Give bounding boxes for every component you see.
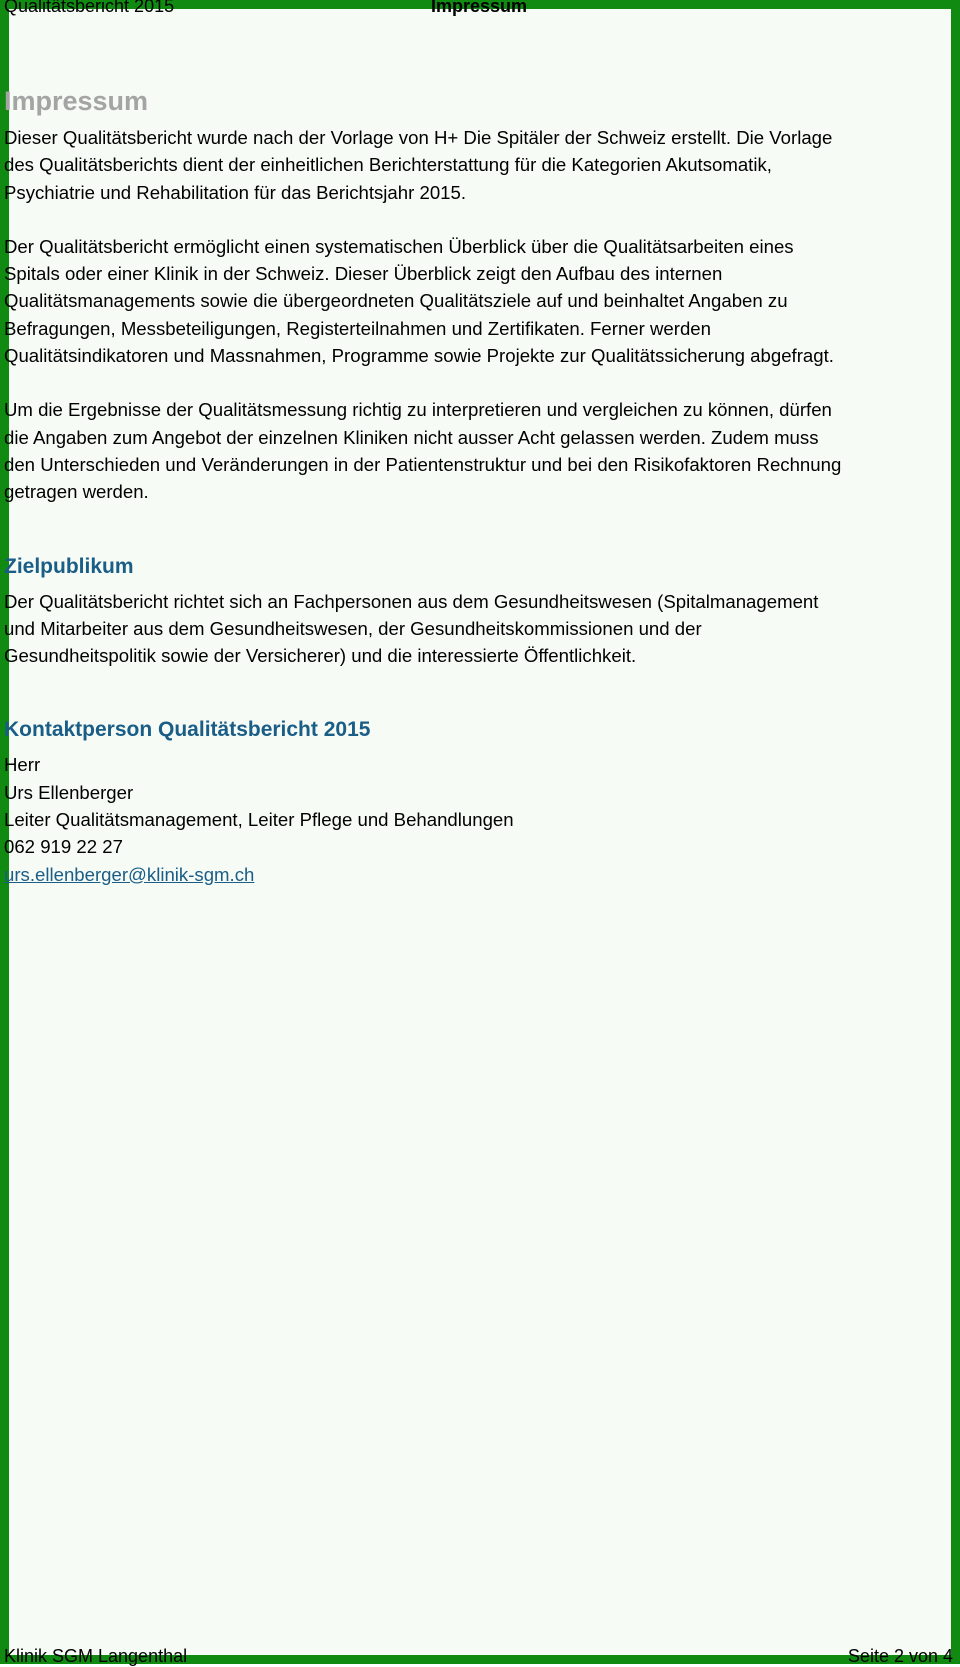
contact-email-link[interactable]: urs.ellenberger@klinik-sgm.ch bbox=[4, 863, 255, 885]
spacer bbox=[4, 506, 954, 554]
contact-phone: 062 919 22 27 bbox=[4, 836, 123, 858]
header-section-title: Impressum bbox=[431, 0, 528, 16]
document-page bbox=[4, 0, 953, 1666]
footer-page-number: Seite 2 von 4 bbox=[847, 1646, 953, 1666]
intro-paragraph-2: Der Qualitätsbericht ermöglicht einen systematischen Überblick über die Qualitätsarbeiten eines Spitals oder einer Klinik in der Schweiz. Dieser Überblick zeigt den Aufbau des internen Qualitätsmanagements sowie die übergeordneten Qualitätsziele auf und beinhaltet Angaben zu Befragungen, Messbeteiligungen, Registerteilnahmen und Zertifikaten. Ferner werden Qualitätsindikatoren und Massnahmen, Programme sowie Projekte zur Qualitätssicherung abgefragt. bbox=[4, 235, 834, 367]
spacer bbox=[4, 669, 954, 717]
intro-paragraph-3: Um die Ergebnisse der Qualitätsmessung richtig zu interpretieren und vergleichen zu können, dürfen die Angaben zum Angebot der einzelnen Kliniken nicht ausser Acht gelassen werden. Zudem muss den Unterschieden und Veränderungen in der Patientenstruktur und bei den Risikofaktoren Rechnung getragen werden. bbox=[4, 399, 842, 503]
contact-salutation: Herr bbox=[4, 754, 41, 776]
contact-name: Urs Ellenberger bbox=[4, 781, 134, 803]
footer-clinic-name: Klinik SGM Langenthal bbox=[4, 1646, 188, 1666]
contact-role: Leiter Qualitätsmanagement, Leiter Pflege und Behandlungen bbox=[4, 809, 514, 831]
kontakt-heading: Kontaktperson Qualitätsbericht 2015 bbox=[4, 718, 371, 742]
header-report-title: Qualitätsbericht 2015 bbox=[4, 0, 175, 16]
contact-email-row bbox=[4, 861, 954, 888]
zielpublikum-heading: Zielpublikum bbox=[4, 554, 134, 578]
page-title: Impressum bbox=[4, 86, 149, 116]
main-content bbox=[4, 84, 954, 888]
spacer bbox=[4, 206, 954, 233]
zielpublikum-text: Der Qualitätsbericht richtet sich an Fachpersonen aus dem Gesundheitswesen (Spitalmanagement und Mitarbeiter aus dem Gesundheitswesen, der Gesundheitskommissionen und der Gesundheitspolitik sowie der Versicherer) und die interessierte Öffentlichkeit. bbox=[4, 590, 819, 667]
intro-paragraph-1: Dieser Qualitätsbericht wurde nach der Vorlage von H+ Die Spitäler der Schweiz erstellt. Die Vorlage des Qualitätsberichts dient der einheitlichen Berichterstattung für die Kategorien Akutsomatik, Psychiatrie und Rehabilitation für das Berichtsjahr 2015. bbox=[4, 127, 833, 203]
spacer bbox=[4, 369, 954, 396]
